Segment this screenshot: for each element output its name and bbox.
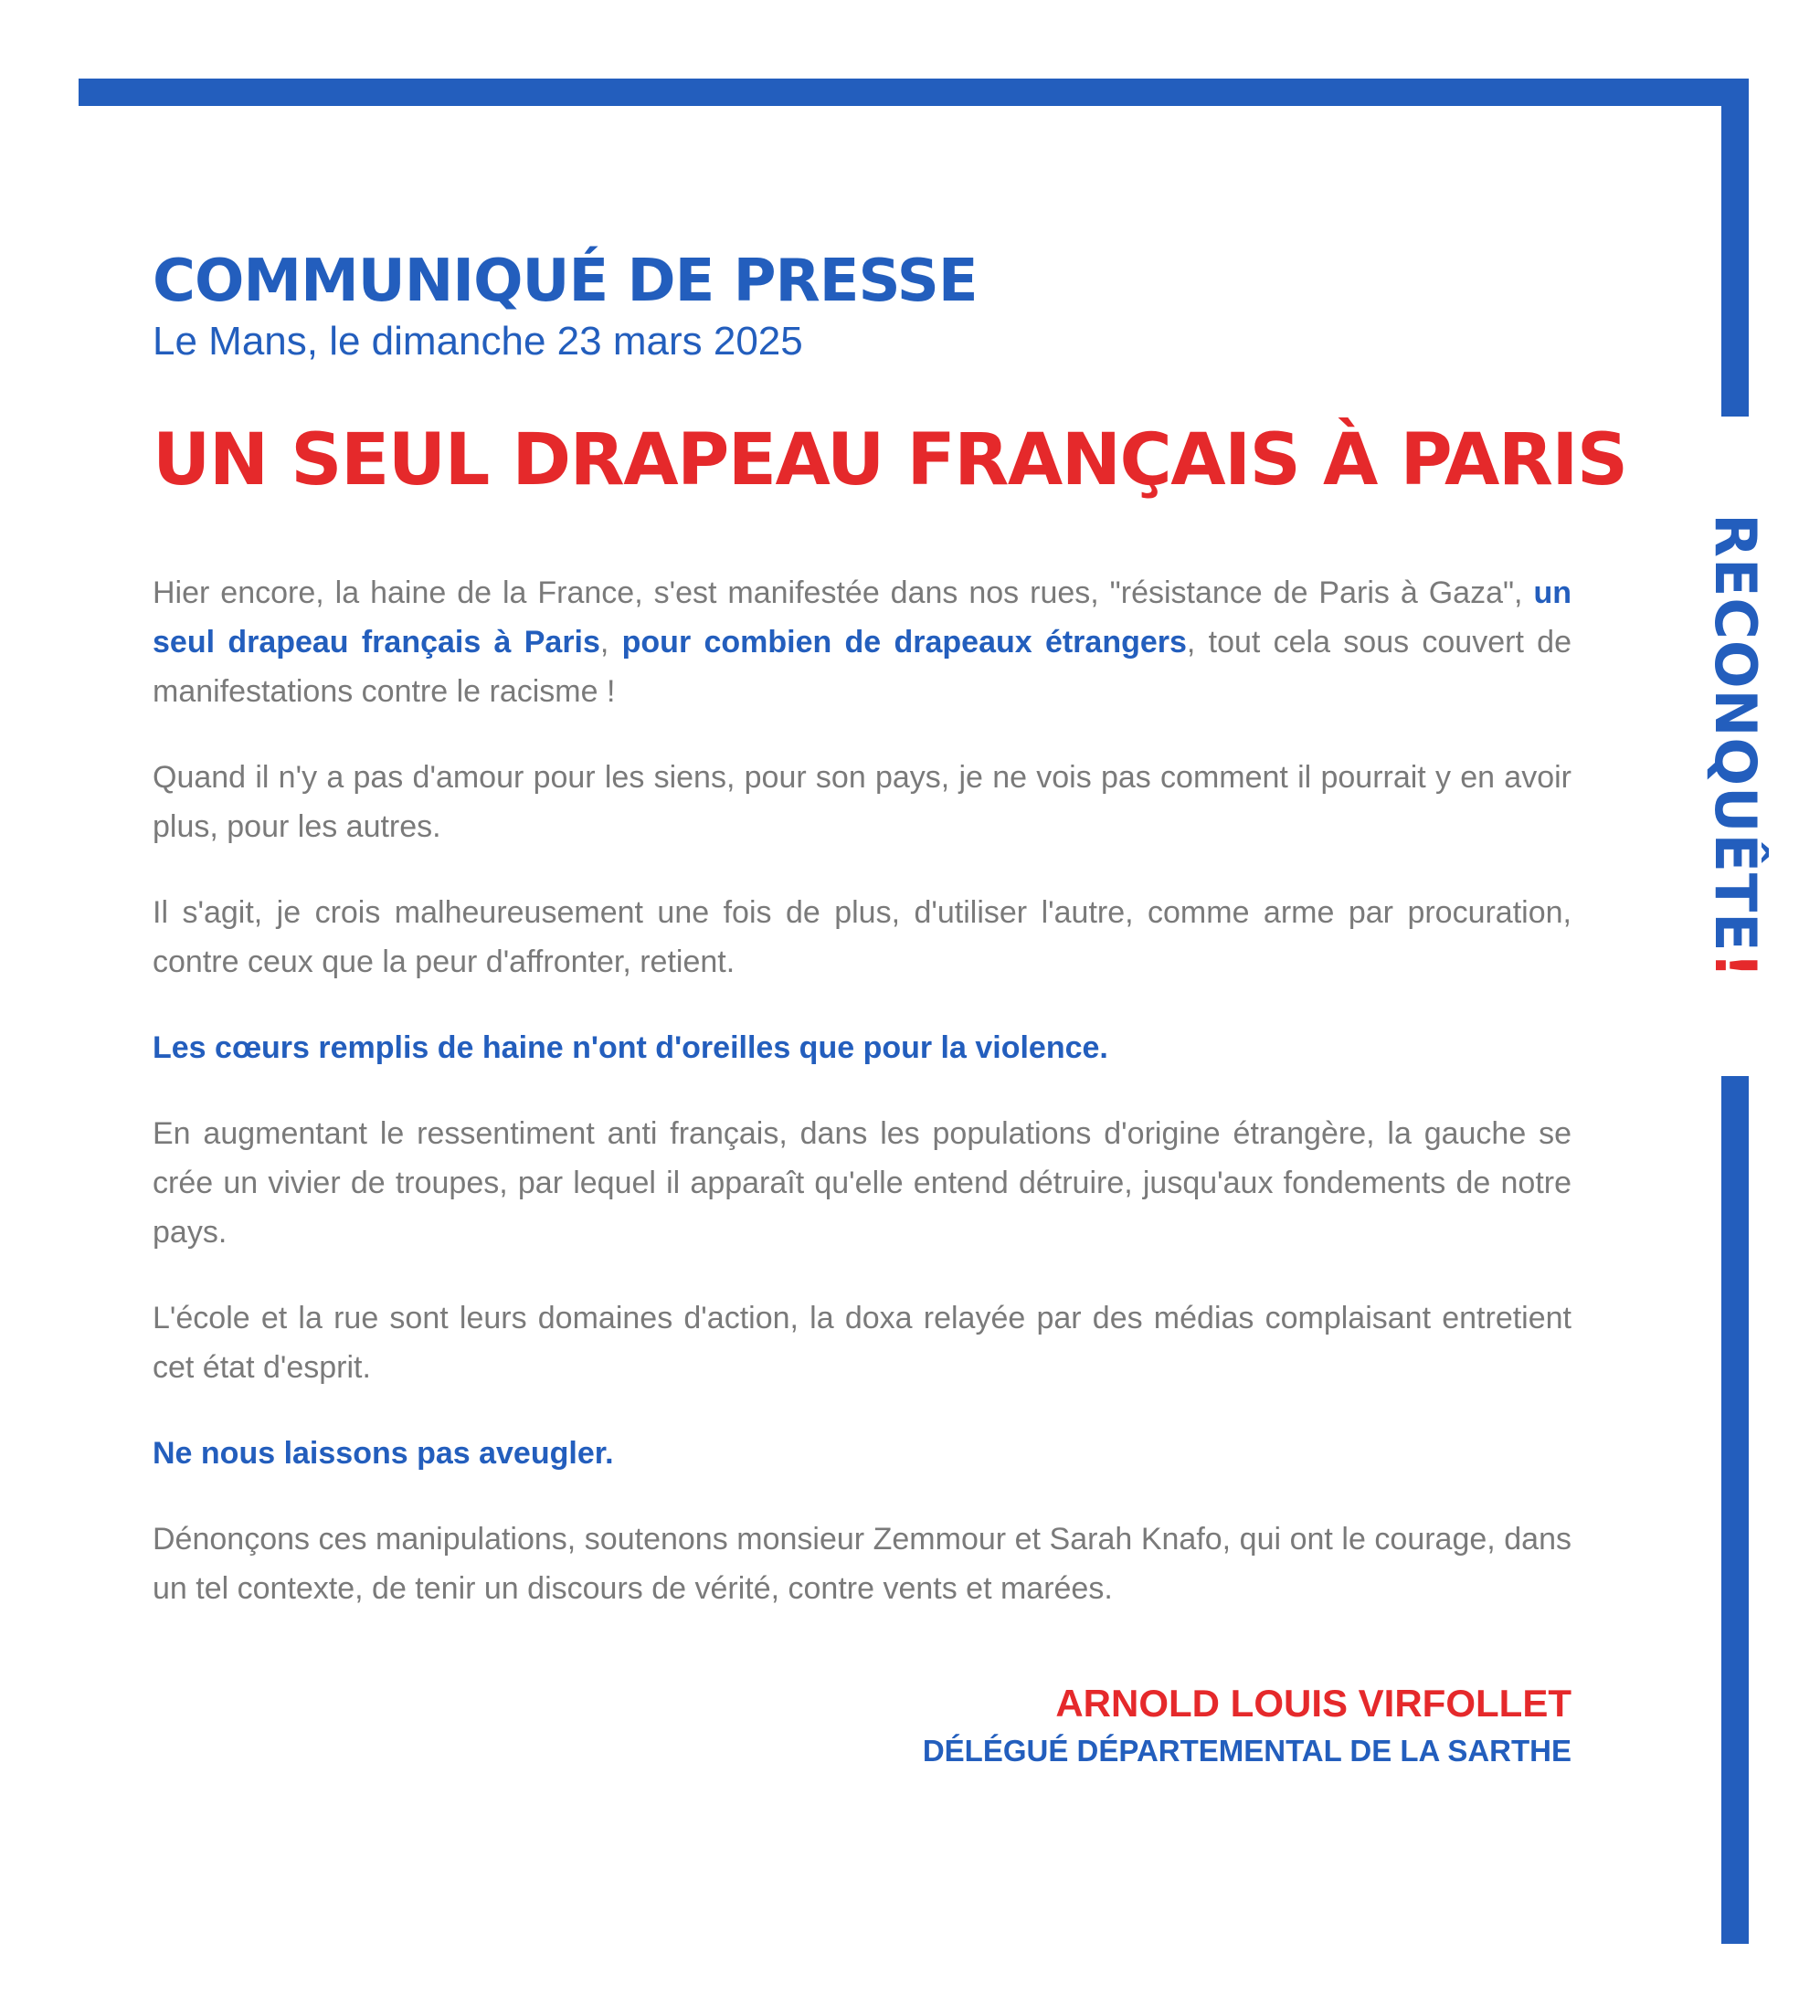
frame-top-bar: [79, 79, 1749, 106]
brand-logo-exclamation: !: [1702, 952, 1769, 979]
emphasis-statement-2: Ne nous laissons pas aveugler.: [153, 1436, 614, 1471]
press-release-date: Le Mans, le dimanche 23 mars 2025: [153, 319, 803, 364]
frame-right-bar-lower: [1721, 1076, 1749, 1944]
highlight-foreign-flags: pour combien de drapeaux étrangers: [621, 625, 1187, 660]
paragraph-4: En augmentant le ressentiment anti français, dans les populations d'origine étrangère, la gauche se crée un vivier de troupes, par lequel il apparaît qu'elle entend détruire, jusqu'aux fondements de notre pays.: [153, 1116, 1571, 1250]
press-release-label: COMMUNIQUÉ DE PRESSE: [153, 248, 978, 315]
headline: UN SEUL DRAPEAU FRANÇAIS À PARIS: [153, 419, 1627, 501]
paragraph-1: [153, 568, 1571, 716]
paragraph-1-separator: ,: [599, 625, 622, 660]
signature-name: ARNOLD LOUIS VIRFOLLET: [1055, 1682, 1571, 1725]
signature-title: DÉLÉGUÉ DÉPARTEMENTAL DE LA SARTHE: [922, 1734, 1571, 1768]
press-release-content: [153, 247, 1627, 1774]
paragraph-2: Quand il n'y a pas d'amour pour les siens, pour son pays, je ne vois pas comment il pourrait y en avoir plus, pour les autres.: [153, 760, 1571, 844]
paragraph-5: L'école et la rue sont leurs domaines d'action, la doxa relayée par des médias complaisant entretient cet état d'esprit.: [153, 1301, 1571, 1385]
paragraph-1-start: Hier encore, la haine de la France, s'est manifestée dans nos rues, "résistance de Paris à Gaza",: [153, 575, 1534, 610]
brand-logo: [1702, 513, 1769, 979]
highlight-single-flag: un seul drapeau français à Paris: [153, 575, 1571, 660]
paragraph-1-end: , tout cela sous couvert de manifestations contre le racisme !: [153, 625, 1571, 709]
brand-logo-text: RECONQUÊTE: [1702, 513, 1769, 953]
frame-right-bar-upper: [1721, 79, 1749, 417]
paragraph-3: Il s'agit, je crois malheureusement une fois de plus, d'utiliser l'autre, comme arme par procuration, contre ceux que la peur d'affronter, retient.: [153, 895, 1571, 979]
emphasis-statement-1: Les cœurs remplis de haine n'ont d'oreilles que pour la violence.: [153, 1030, 1108, 1065]
signature-block: [153, 1679, 1571, 1774]
paragraph-6: Dénonçons ces manipulations, soutenons monsieur Zemmour et Sarah Knafo, qui ont le courage, dans un tel contexte, de tenir un discours de vérité, contre vents et marées.: [153, 1522, 1571, 1606]
